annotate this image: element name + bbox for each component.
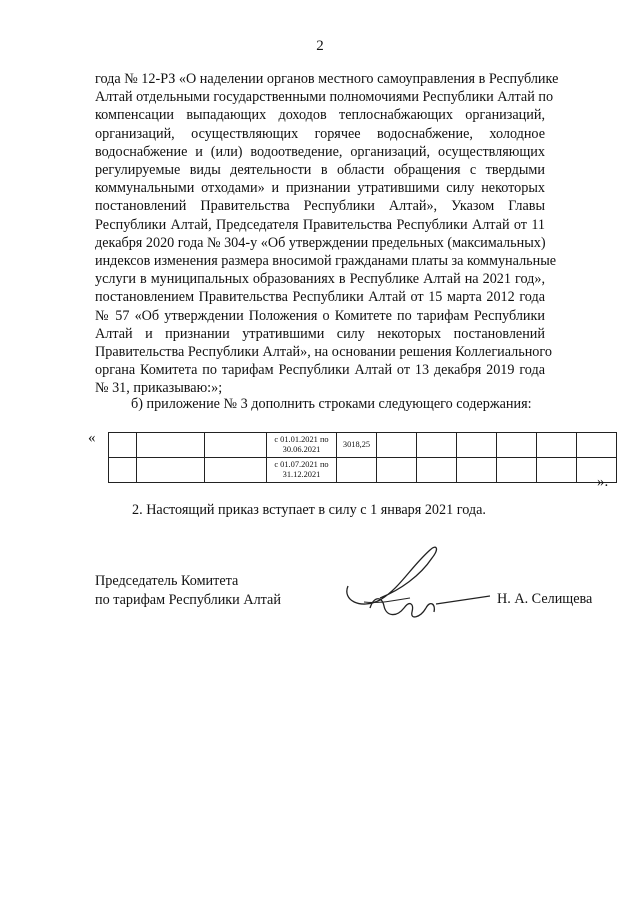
- table-cell: [205, 433, 267, 458]
- signer-position-line: по тарифам Республики Алтай: [95, 592, 281, 608]
- clause-2: 2. Настоящий приказ вступает в силу с 1 января 2021 года.: [132, 502, 486, 518]
- body-text: [95, 70, 559, 398]
- table-row: [109, 458, 617, 483]
- body-line: органа Комитета по тарифам Республики Алтай от 13 декабря 2019 года: [95, 362, 545, 379]
- body-line: коммунальными отходами» и признании утратившими силу некоторых: [95, 180, 545, 197]
- body-line: регулируемые виды деятельности в области обращения с твердыми: [95, 162, 545, 179]
- body-line: Республики Алтай, Председателя Правительства Республики Алтай от 11: [95, 216, 545, 233]
- table-cell: [205, 458, 267, 483]
- body-line: Правительства Республики Алтай», на основании решения Коллегиального: [95, 344, 552, 361]
- table-cell: [457, 458, 497, 483]
- table-cell: [109, 458, 137, 483]
- page-number: 2: [316, 38, 324, 54]
- body-line: № 57 «Об утверждении Положения о Комитете по тарифам Республики: [95, 307, 545, 324]
- body-line: декабря 2020 года № 304-у «Об утверждении предельных (максимальных): [95, 234, 546, 251]
- period-cell: с 01.07.2021 по 31.12.2021: [267, 458, 337, 483]
- body-line: постановлением Правительства Республики Алтай от 15 марта 2012 года: [95, 289, 545, 306]
- table-row: [109, 433, 617, 458]
- signer-name: Н. А. Селищева: [497, 591, 593, 607]
- signer-position-line: Председатель Комитета: [95, 573, 239, 589]
- body-line: индексов изменения размера вносимой гражданами платы за коммунальные: [95, 253, 557, 270]
- addition-paragraph: б) приложение № 3 дополнить строками следующего содержания:: [131, 396, 532, 412]
- table-cell: [109, 433, 137, 458]
- body-line: водоснабжение и (или) водоотведение, организаций, осуществляющих: [95, 143, 545, 160]
- signer-position: [95, 572, 281, 610]
- table-cell: [577, 433, 617, 458]
- body-line: года № 12-РЗ «О наделении органов местного самоуправления в Республике: [95, 71, 559, 87]
- table-cell: [497, 458, 537, 483]
- table-cell: [497, 433, 537, 458]
- body-line: Алтай отдельными государственными полномочиями Республики Алтай по: [95, 89, 554, 106]
- quote-open: «: [88, 430, 96, 446]
- body-line: Алтай и признании утратившими силу некоторых постановлений: [95, 325, 545, 342]
- table-cell: [377, 458, 417, 483]
- value-cell: 3018,25: [337, 433, 377, 458]
- tariff-table: [108, 432, 617, 483]
- table-cell: [537, 458, 577, 483]
- body-line: № 31, приказываю:»;: [95, 380, 223, 397]
- table-cell: [137, 433, 205, 458]
- body-line: компенсации выпадающих доходов теплоснабжающих организаций,: [95, 107, 545, 124]
- body-line: организаций, осуществляющих горячее водоснабжение, холодное: [95, 125, 545, 142]
- table-cell: [417, 458, 457, 483]
- value-cell: [337, 458, 377, 483]
- table-cell: [137, 458, 205, 483]
- signature-image: [340, 538, 490, 628]
- body-line: услуги в муниципальных образованиях в Республике Алтай на 2021 год»,: [95, 271, 545, 288]
- table-cell: [417, 433, 457, 458]
- table-cell: [537, 433, 577, 458]
- quote-close: ».: [597, 474, 609, 490]
- table-cell: [377, 433, 417, 458]
- period-cell: с 01.01.2021 по 30.06.2021: [267, 433, 337, 458]
- body-line: постановлений Правительства Республики Алтай», Указом Главы: [95, 198, 545, 215]
- table-cell: [457, 433, 497, 458]
